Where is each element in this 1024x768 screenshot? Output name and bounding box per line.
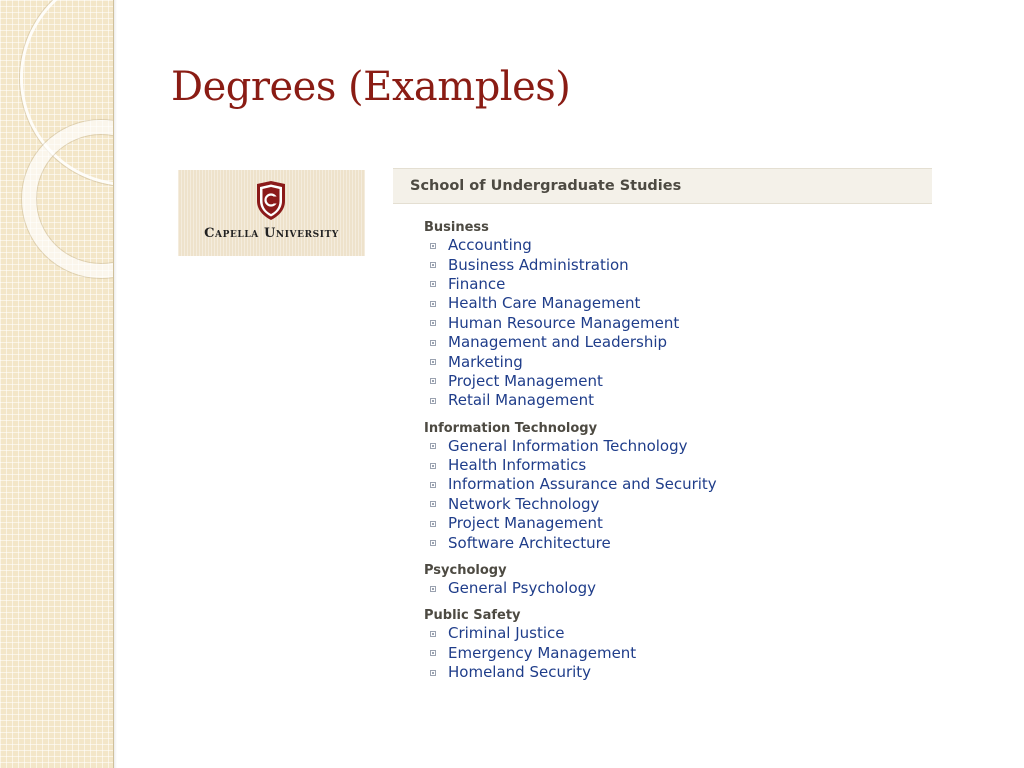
degree-link[interactable]	[424, 437, 932, 456]
shield-crest-icon	[255, 181, 287, 221]
expand-bullet-icon	[430, 378, 436, 384]
degree-link[interactable]	[424, 475, 932, 494]
expand-bullet-icon	[430, 243, 436, 249]
degree-link[interactable]	[424, 236, 932, 255]
category-title: Psychology	[424, 562, 507, 578]
category-title: Information Technology	[424, 420, 598, 436]
degree-label[interactable]: Project Management	[448, 371, 603, 390]
degree-label[interactable]: Health Informatics	[448, 456, 587, 475]
degree-label[interactable]: Management and Leadership	[448, 333, 668, 352]
degree-link[interactable]	[424, 533, 932, 552]
degree-link[interactable]	[424, 352, 932, 371]
degree-categories	[393, 204, 932, 682]
category-information-technology	[424, 421, 932, 553]
category-title: Business	[424, 220, 489, 235]
logo-wordmark: Capella University	[204, 226, 339, 241]
degree-link[interactable]	[424, 275, 932, 294]
degree-link[interactable]	[424, 624, 932, 643]
expand-bullet-icon	[430, 586, 436, 592]
expand-bullet-icon	[430, 631, 436, 637]
degree-label[interactable]: General Psychology	[448, 579, 597, 598]
expand-bullet-icon	[430, 262, 436, 268]
expand-bullet-icon	[430, 281, 436, 287]
expand-bullet-icon	[430, 398, 436, 404]
expand-bullet-icon	[430, 670, 436, 676]
degree-link[interactable]	[424, 314, 932, 333]
degree-link[interactable]	[424, 495, 932, 514]
expand-bullet-icon	[430, 650, 436, 656]
category-title: Public Safety	[424, 608, 521, 624]
expand-bullet-icon	[430, 340, 436, 346]
degree-link[interactable]	[424, 663, 932, 682]
capella-university-logo	[178, 170, 365, 256]
expand-bullet-icon	[430, 521, 436, 527]
degree-label[interactable]: Marketing	[448, 352, 523, 371]
degree-link[interactable]	[424, 333, 932, 352]
degree-link[interactable]	[424, 644, 932, 663]
degree-label[interactable]: Health Care Management	[448, 294, 641, 313]
expand-bullet-icon	[430, 443, 436, 449]
expand-bullet-icon	[430, 301, 436, 307]
degree-label[interactable]: Information Assurance and Security	[448, 475, 717, 494]
degree-label[interactable]: Homeland Security	[448, 663, 592, 682]
degree-link[interactable]	[424, 391, 932, 410]
degree-link[interactable]	[424, 579, 932, 598]
category-public-safety	[424, 608, 932, 682]
expand-bullet-icon	[430, 463, 436, 469]
expand-bullet-icon	[430, 482, 436, 488]
degree-label[interactable]: Criminal Justice	[448, 624, 565, 643]
expand-bullet-icon	[430, 359, 436, 365]
degree-link[interactable]	[424, 372, 932, 391]
degree-link[interactable]	[424, 255, 932, 274]
degree-list-panel	[393, 168, 932, 708]
category-psychology	[424, 563, 932, 598]
degree-label[interactable]: Project Management	[448, 514, 603, 533]
expand-bullet-icon	[430, 540, 436, 546]
expand-bullet-icon	[430, 501, 436, 507]
degree-label[interactable]: Finance	[448, 274, 506, 293]
degree-label[interactable]: Human Resource Management	[448, 313, 680, 332]
slide-title: Degrees (Examples)	[171, 64, 571, 110]
decorative-side-strip	[0, 0, 114, 768]
degree-label[interactable]: Emergency Management	[448, 643, 637, 662]
degree-label[interactable]: General Information Technology	[448, 436, 688, 455]
side-strip-shadow	[113, 0, 117, 768]
degree-label[interactable]: Software Architecture	[448, 533, 611, 552]
degree-label[interactable]: Retail Management	[448, 391, 594, 410]
expand-bullet-icon	[430, 320, 436, 326]
degree-link[interactable]	[424, 514, 932, 533]
degree-label[interactable]: Business Administration	[448, 255, 629, 274]
decorative-ring	[22, 120, 114, 278]
degree-label[interactable]: Accounting	[448, 236, 532, 255]
category-business	[424, 220, 932, 411]
degree-link[interactable]	[424, 456, 932, 475]
panel-header: School of Undergraduate Studies	[393, 168, 932, 204]
degree-label[interactable]: Network Technology	[448, 494, 600, 513]
degree-link[interactable]	[424, 294, 932, 313]
